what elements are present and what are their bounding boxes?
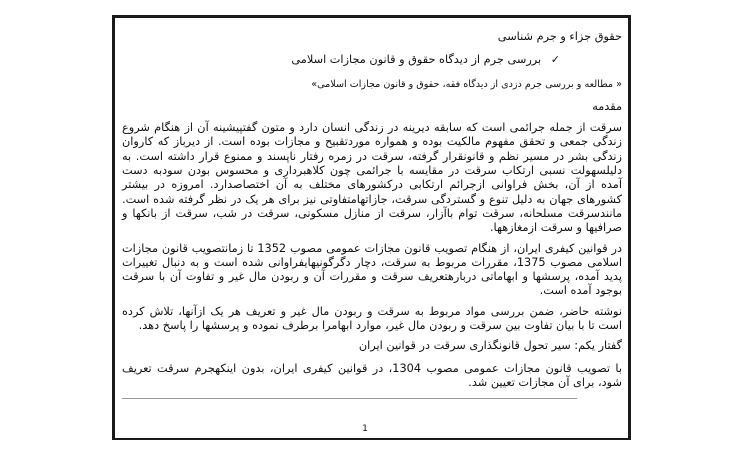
footer-divider	[122, 398, 577, 399]
paragraph: نوشته حاضر، ضمن بررسی مواد مربوط به سرقت و ربودن مال غیر و تعریف هر یک ازآنها، تلاش کرده است تا با بیان تفاوت بین سرقت و ربودن مال غیر، موارد ابهامرا برطرف نموده و پرسشها را پاسخ دهد.	[122, 304, 622, 333]
bullet-text: بررسی جرم از دیدگاه حقوق و قانون مجازات اسلامی	[291, 53, 542, 67]
paragraph: سرقت از جمله جرائمی است که سابقه دیرینه در زندگی انسان دارد و متون گفتپیشینه آن از هنگام شروع زندگی جمعی و تحقق مفهوم مالکیت بوده و همواره موردتقبیح و مجازات بوده است. از دیرباز که کاروان زندگی بشر در مسیر نظم و قانونقرار گرفته، سرقت در زمره رفتار ناپسند و ممنوع قرار داشته است. به دلیلسهولت نسبی ارتکاب سرقت در مقایسه با جرائمی چون کلاهبرداری و محسوس بودن سودبه دست آمده از آن، بخش فراوانی ازجرائم ارتکابی درکشورهای مختلف به آن اختصاصدارد. امروزه در بیشتر کشورهای جهان به دلیل تنوع و گستردگی سرقت، جازاتهامتفاوتی نیز برای هر یک در نظر گرفته شده است. مانندسرقت مسلحانه، سرقت توام باآزار، سرقت از منازل مسکونی، سرقت در شب، سرقت از بانکها و صرافیها و سرقت ازمغازهها.	[122, 121, 622, 235]
quote-line: « مطالعه و بررسی جرم دزدی از دیدگاه فقه، حقوق و قانون مجازات اسلامی»	[311, 78, 622, 90]
check-icon: ✓	[550, 53, 560, 67]
document-heading: حقوق جزاء و جرم شناسی	[497, 30, 622, 43]
page-number: 1	[362, 424, 368, 434]
document-body	[122, 30, 622, 396]
paragraph: در قوانین کیفری ایران، از هنگام تصویب قانون مجازات عمومی مصوب 1352 تا زمانتصویب قانون مجازات اسلامی مصوب 1375، مقررات مربوط به سرقت، دچار دگرگونیهایفراوانی شده است و به دنبال تغییرات پدید آمده، پرسشها و ابهاماتی دربارهتعریف سرقت و مقررات آن و ربودن مال غیر و تفاوت آن با سرقت بوجود آمده است.	[122, 241, 622, 298]
paragraph: با تصویب قانون مجازات عمومی مصوب 1304، در قوانین کیفری ایران، بدون اینکهجرم سرقت تعریف شود، برای آن مجازات تعیین شد.	[122, 361, 623, 389]
bullet-item	[122, 53, 622, 67]
section-title: مقدمه	[592, 99, 622, 113]
chapter-title: گفتار یکم: سیر تحول قانونگذاری سرقت در قوانین ایران	[358, 339, 622, 353]
